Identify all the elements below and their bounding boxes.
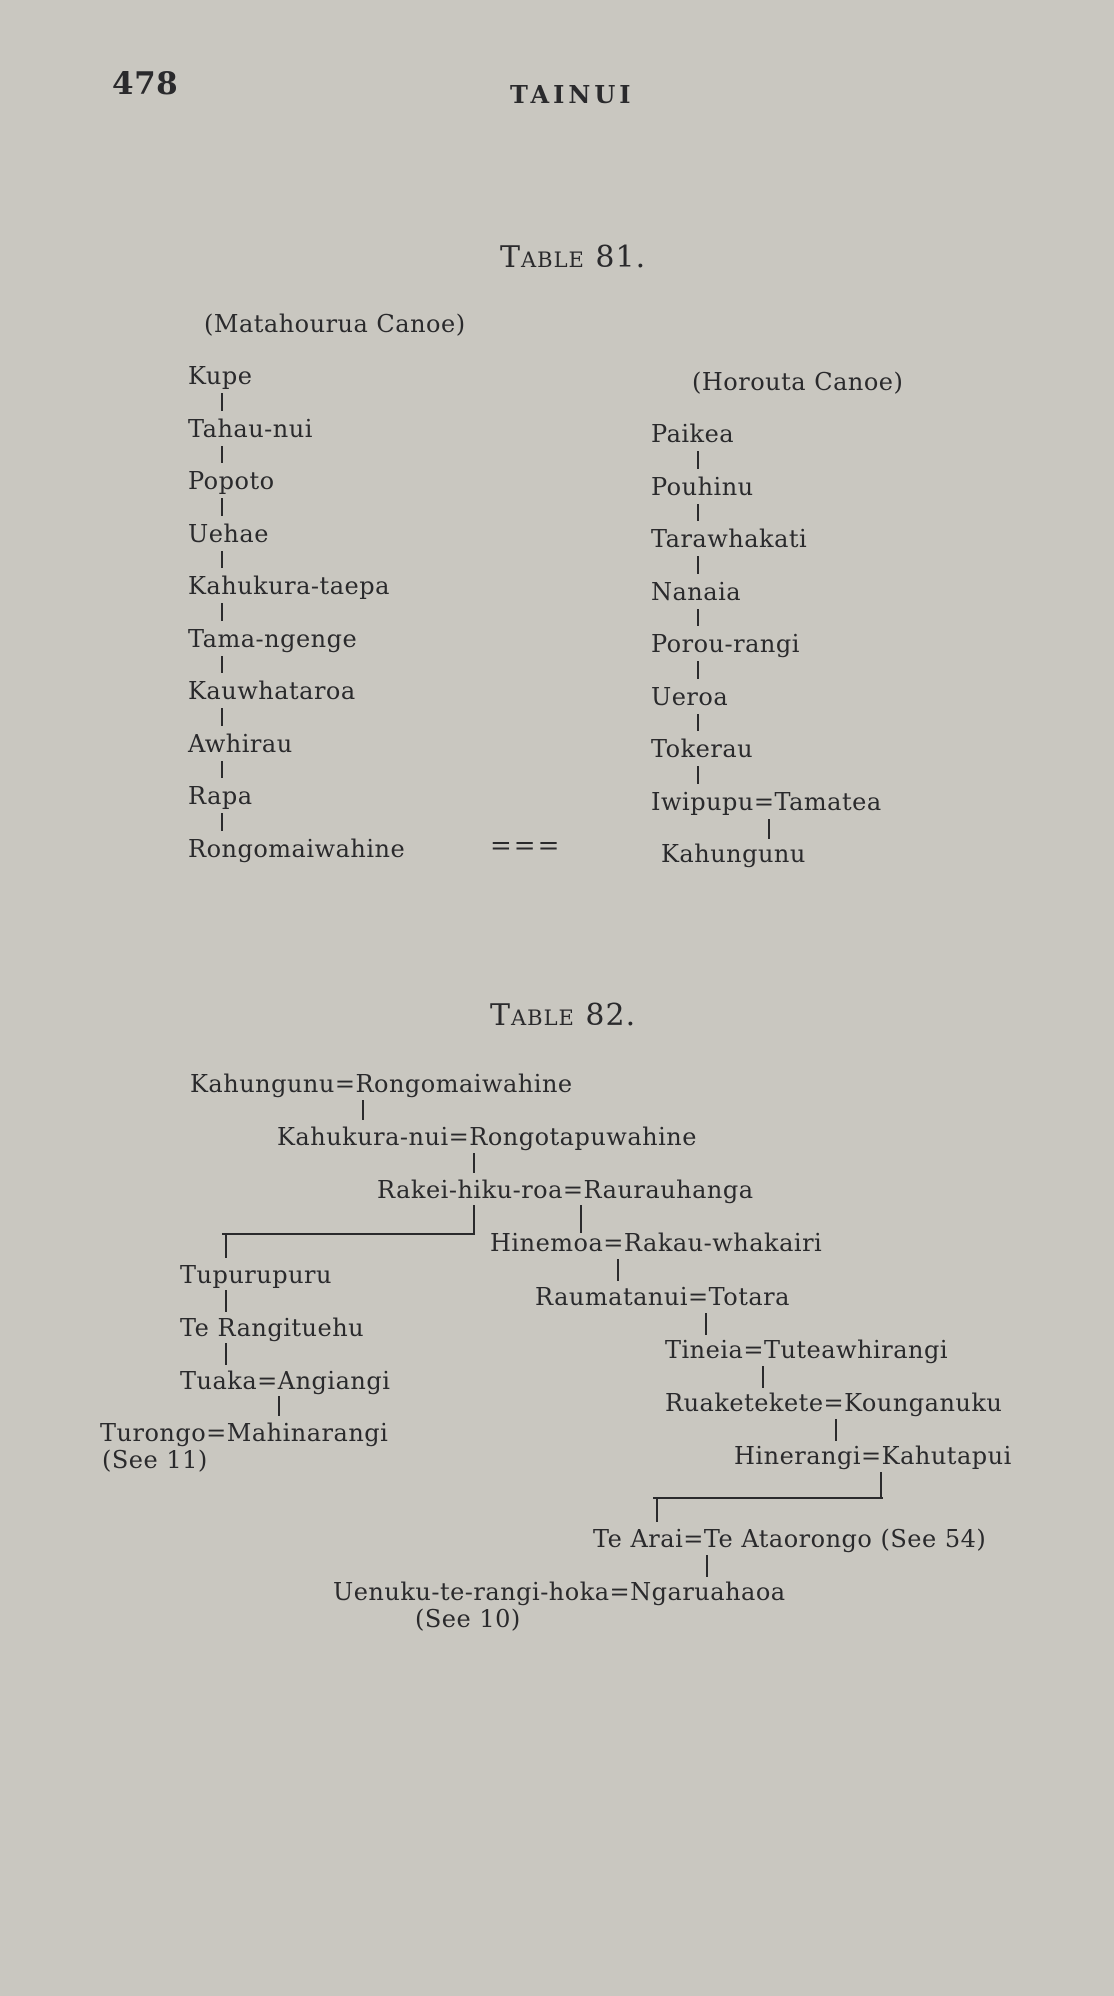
t82-couple: Hinemoa=Rakau-whakairi (490, 1229, 823, 1257)
horouta-heading: (Horouta Canoe) (692, 368, 904, 396)
t82-couple: Te Arai=Te Ataorongo (See 54) (593, 1525, 987, 1553)
t81-left-name: Tahau-nui (188, 415, 313, 443)
t82-couple: Uenuku-te-rangi-hoka=Ngaruahaoa (333, 1578, 786, 1606)
t81-left-name: Rongomaiwahine (188, 835, 406, 863)
t81-left-name: Popoto (188, 467, 275, 495)
descent-line (473, 1153, 475, 1173)
descent-line (221, 708, 223, 726)
t81-left-name: Kauwhataroa (188, 677, 356, 705)
descent-line (221, 446, 223, 463)
descent-line (697, 451, 699, 469)
descent-line (762, 1366, 764, 1388)
descent-line (221, 761, 223, 778)
t81-right-name: Porou-rangi (651, 630, 800, 658)
descent-line (880, 1472, 882, 1497)
t82-couple: Hinerangi=Kahutapui (734, 1442, 1012, 1470)
matahourua-heading: (Matahourua Canoe) (204, 310, 466, 338)
t82-left-line: Tuaka=Angiangi (180, 1367, 391, 1395)
descent-line (225, 1290, 227, 1312)
descent-line (835, 1419, 837, 1441)
see-reference: (See 10) (415, 1605, 521, 1633)
t82-couple: Rakei-hiku-roa=Raurauhanga (377, 1176, 754, 1204)
descent-line (617, 1259, 619, 1281)
descent-line (697, 556, 699, 574)
see-reference: (See 11) (102, 1446, 208, 1474)
table-81-title: Table 81. (500, 240, 647, 275)
descent-line (362, 1100, 364, 1120)
t82-couple: Kahungunu=Rongomaiwahine (190, 1070, 573, 1098)
t81-right-name: Nanaia (651, 578, 742, 606)
t81-left-name: Tama-ngenge (188, 625, 358, 653)
descent-line (706, 1555, 708, 1577)
t81-left-name: Kupe (188, 362, 253, 390)
descent-line (473, 1205, 475, 1233)
t81-left-name: Uehae (188, 520, 269, 548)
page-number: 478 (112, 66, 179, 102)
descent-line (697, 714, 699, 731)
descent-line (221, 498, 223, 516)
t82-couple: Raumatanui=Totara (535, 1283, 790, 1311)
descent-line (221, 393, 223, 411)
t81-right-name: Kahungunu (661, 840, 806, 868)
t81-right-name: Tarawhakati (651, 525, 808, 553)
descent-line (697, 609, 699, 626)
descent-line (225, 1343, 227, 1365)
descent-line (697, 504, 699, 521)
t82-couple: Tineia=Tuteawhirangi (665, 1336, 949, 1364)
sibling-line (653, 1497, 883, 1499)
t82-left-line: Tupurupuru (180, 1261, 332, 1289)
descent-line (656, 1497, 658, 1522)
t82-left-line: Turongo=Mahinarangi (100, 1419, 389, 1447)
descent-line (221, 603, 223, 621)
t82-left-line: Te Rangituehu (180, 1314, 365, 1342)
descent-line (278, 1396, 280, 1416)
t81-left-name: Rapa (188, 782, 253, 810)
descent-line (697, 661, 699, 679)
descent-line (768, 819, 770, 839)
descent-line (225, 1233, 227, 1258)
t81-right-name: Pouhinu (651, 473, 754, 501)
running-title: TAINUI (510, 80, 635, 109)
descent-line (221, 813, 223, 831)
descent-line (221, 551, 223, 568)
t81-left-name: Kahukura-taepa (188, 572, 390, 600)
table-82-title: Table 82. (490, 998, 637, 1033)
descent-line (221, 656, 223, 673)
t81-right-name: Paikea (651, 420, 735, 448)
t81-right-name: Ueroa (651, 683, 729, 711)
marriage-connector: === (490, 831, 562, 861)
t81-right-name: Tokerau (651, 735, 754, 763)
t81-left-name: Awhirau (188, 730, 293, 758)
t82-couple: Ruaketekete=Kounganuku (665, 1389, 1003, 1417)
sibling-line (222, 1233, 475, 1235)
t81-right-name: Iwipupu=Tamatea (651, 788, 882, 816)
descent-line (697, 766, 699, 784)
descent-line (705, 1313, 707, 1335)
t82-couple: Kahukura-nui=Rongotapuwahine (277, 1123, 697, 1151)
